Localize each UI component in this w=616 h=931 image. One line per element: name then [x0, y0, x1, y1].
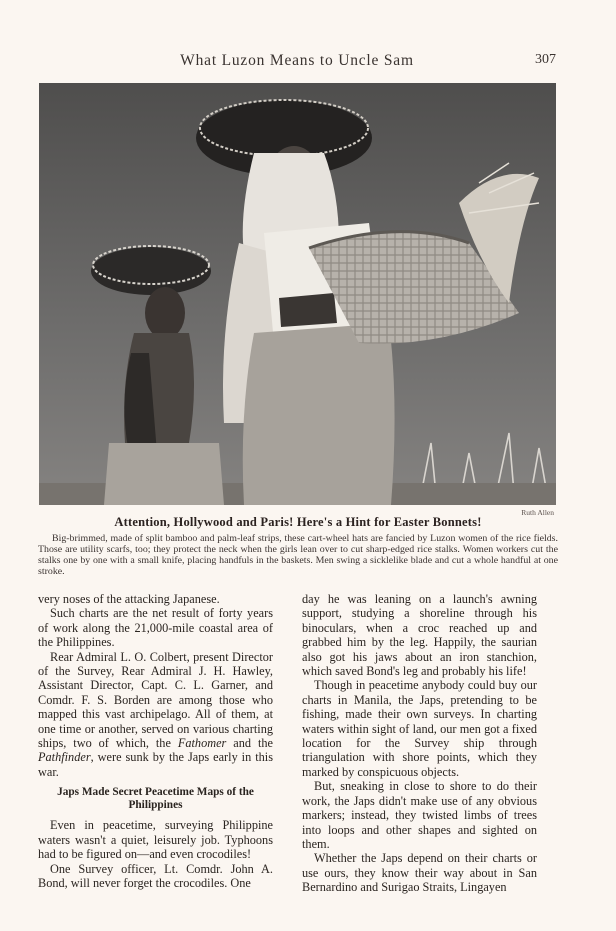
caption-headline: Attention, Hollywood and Paris! Here's a Hint for Easter Bonnets!: [114, 515, 482, 529]
right-column: [302, 592, 537, 895]
left-paragraph-3-text-b: and the: [226, 736, 273, 751]
left-paragraph-3-text-c: , were sunk by the Japs early in this war.: [38, 750, 273, 779]
left-paragraph-1: very noses of the attacking Japanese.: [38, 592, 220, 606]
ship-name-pathfinder: Pathfinder: [38, 750, 91, 765]
section-subhead: Japs Made Secret Peacetime Maps of the Philippines: [57, 786, 254, 812]
left-paragraph-5: One Survey officer, Lt. Comdr. John A. Bond, will never forget the crocodiles. One: [38, 861, 273, 890]
left-column: [38, 592, 273, 890]
left-paragraph-3-text-a: Rear Admiral L. O. Colbert, present Director of the Survey, Rear Admiral J. H. Hawley, Assistant Director, Capt. C. L. Garner, and Comdr. F. S. Borden are among those who mapped this vast archipelago. All of them, at one time or another, served on various charting ships, two of which, the: [38, 649, 273, 751]
ship-name-fathomer: Fathomer: [177, 736, 227, 751]
right-paragraph-4: Whether the Japs depend on their charts or use ours, they know their way about in San Bernardino and Surigao Straits, Lingayen: [302, 851, 537, 895]
caption-text: Big-brimmed, made of split bamboo and palm-leaf strips, these cart-wheel hats are fancied by Luzon women of the rice fields. Those are utility scarfs, too; they protect the neck when the girls lean over to cut sharp-edged rice stalks. Women workers cut the stalks one by one with a small knife, placing handfuls in the baskets. Men swing a sicklelike blade and cut a whole handful at one stroke.: [38, 533, 558, 577]
running-title: What Luzon Means to Uncle Sam: [180, 52, 414, 69]
running-head: [38, 52, 556, 72]
photo-rice-field-women: [39, 83, 556, 505]
photo-illustration: [39, 83, 556, 505]
page-number: 307: [535, 52, 556, 67]
left-paragraph-4: Even in peacetime, surveying Philippine waters wasn't a quiet, leisurely job. Typhoons had to be figured on—and even crocodiles!: [38, 818, 273, 862]
photo-caption: [38, 515, 558, 577]
photo-credit: Ruth Allen: [521, 508, 554, 517]
left-paragraph-3: [38, 650, 273, 780]
right-paragraph-3: But, sneaking in close to shore to do their work, the Japs didn't make use of any obvious markers; instead, they twisted limbs of trees into loops and other shapes and sighted on them.: [302, 779, 537, 851]
left-paragraph-2: Such charts are the net result of forty years of work along the 21,000-mile coastal area of the Philippines.: [38, 606, 273, 650]
right-paragraph-2: Though in peacetime anybody could buy our charts in Manila, the Japs, pretending to be fishing, made their own surveys. In charting waters within sight of land, our men got a fixed location for the Survey ship through triangulation with shore points, which they marked by conspicuous objects.: [302, 678, 537, 779]
right-paragraph-1: day he was leaning on a launch's awning support, studying a shoreline through his binoculars, when a croc reached up and grabbed him by the leg. Happily, the saurian also got his jaws about an iron stanchion, which saved Bond's leg and probably his life!: [302, 592, 537, 679]
